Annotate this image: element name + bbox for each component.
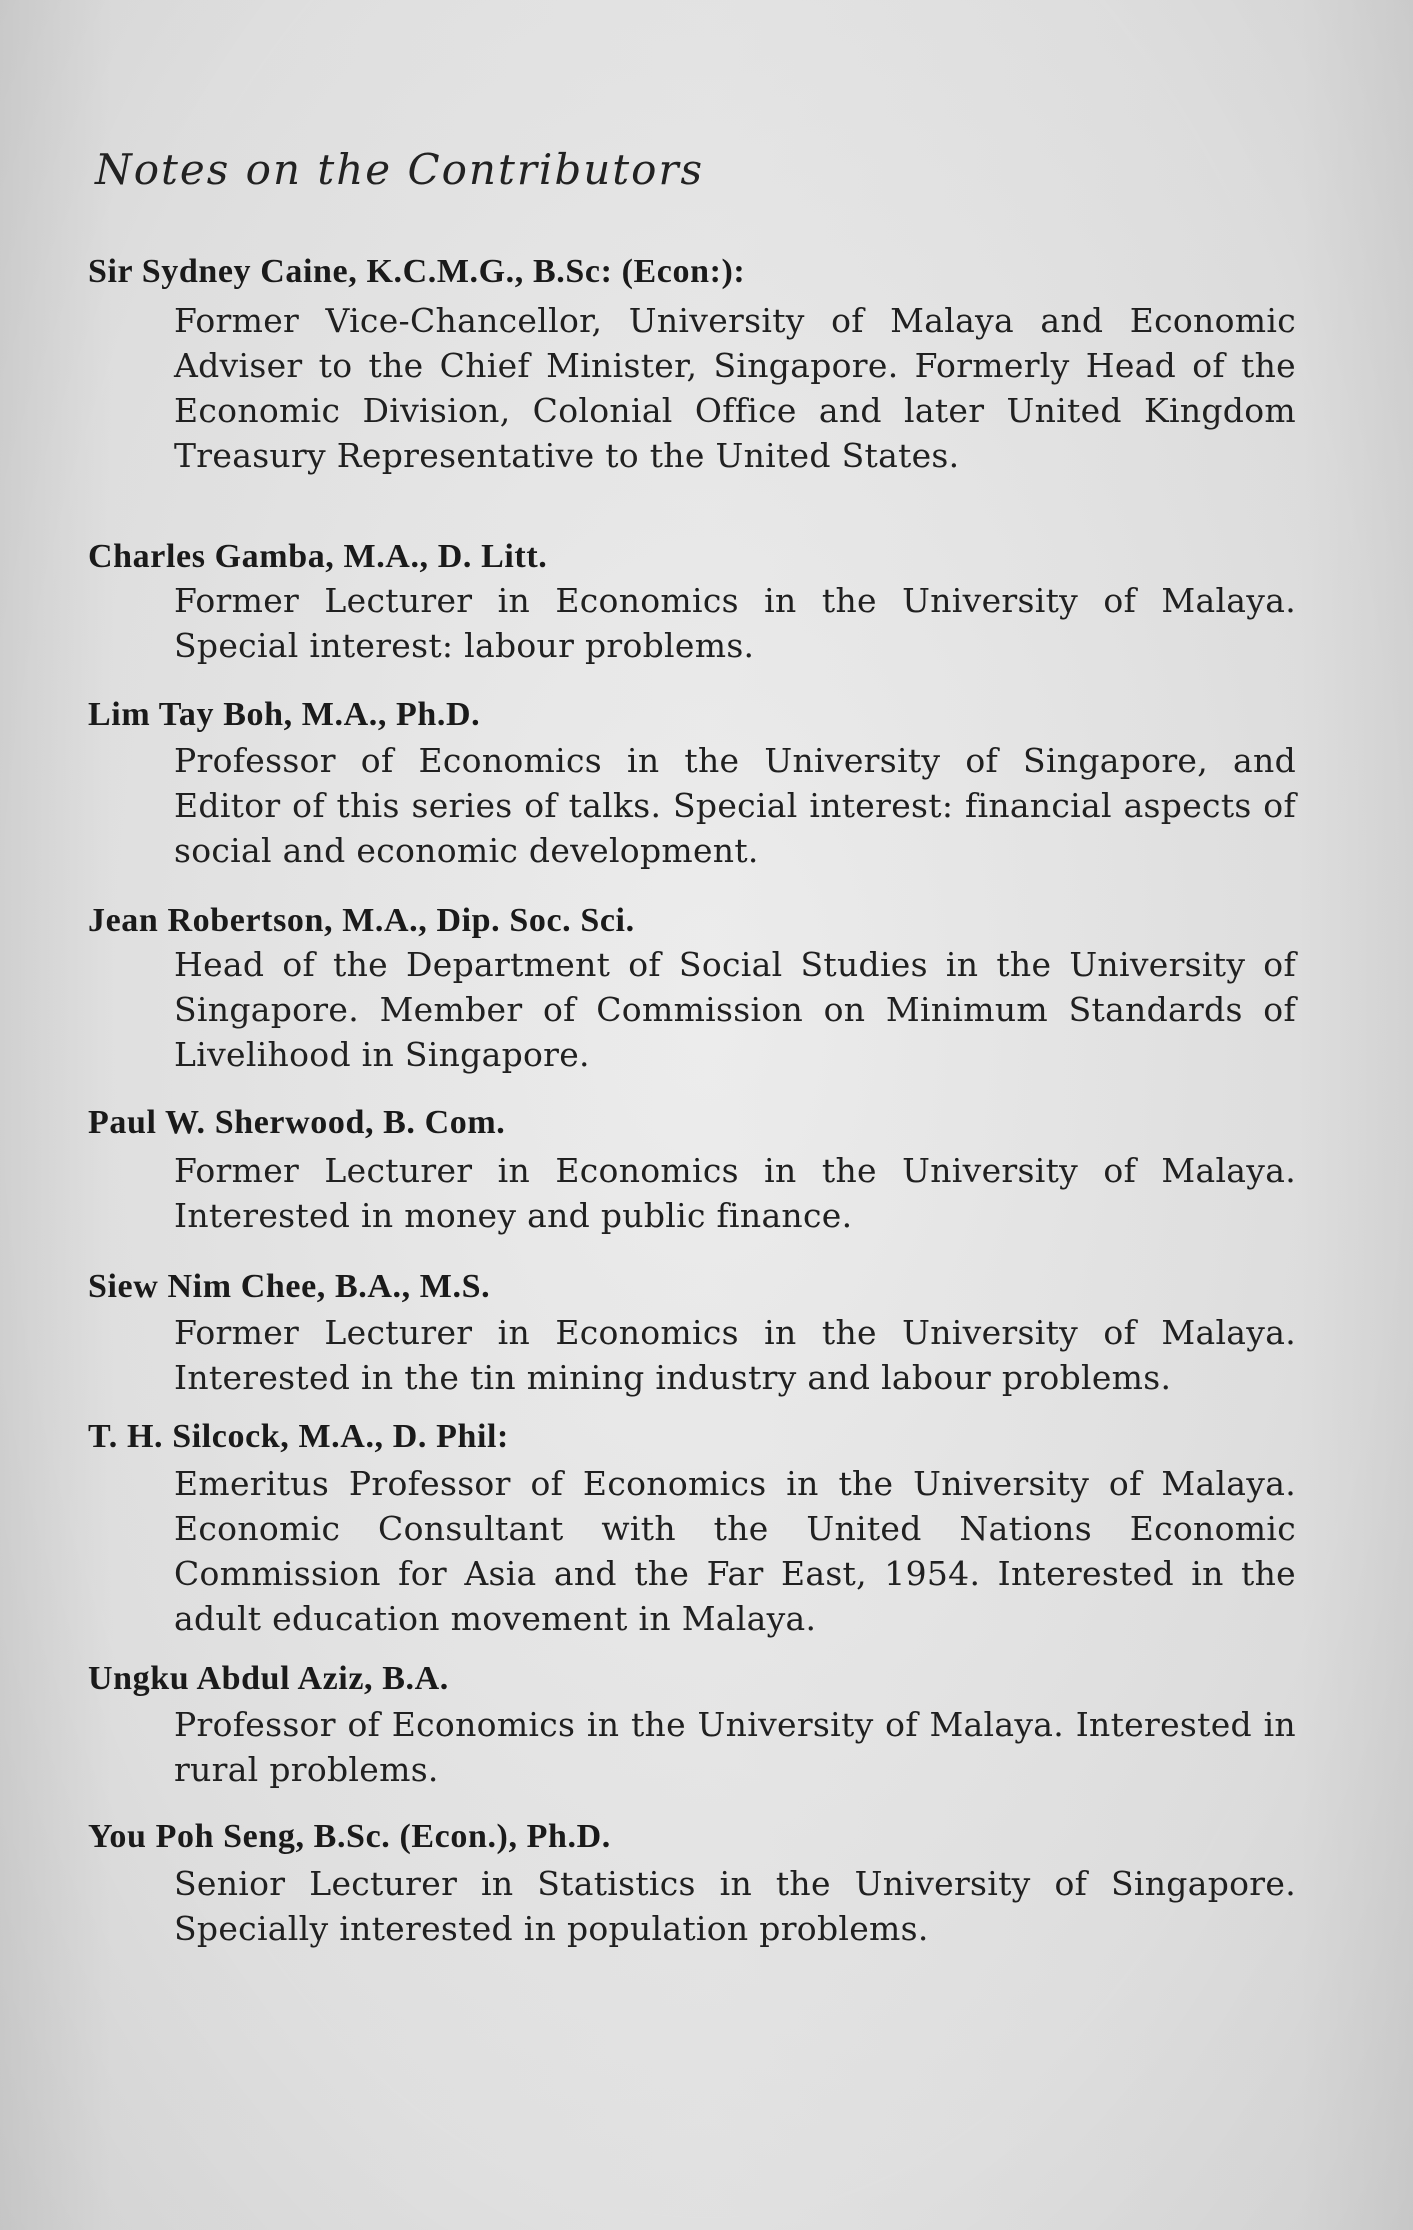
contributor-name: Jean Robertson, M.A., Dip. Soc. Sci. <box>88 902 635 939</box>
contributor-bio: Head of the Department of Social Studies in the University of Singapore. Member of Commission on Minimum Standards of Livelihood in Singapore. <box>174 945 1296 1074</box>
contributor-bio: Former Lecturer in Economics in the University of Malaya. Interested in the tin mining industry and labour problems. <box>174 1313 1296 1397</box>
contributor-name: Siew Nim Chee, B.A., M.S. <box>88 1268 491 1305</box>
contributor-bio: Senior Lecturer in Statistics in the University of Singapore. Specially interested in population problems. <box>174 1864 1296 1948</box>
contributor-name: Paul W. Sherwood, B. Com. <box>88 1104 506 1141</box>
contributor-bio: Professor of Economics in the University of Malaya. Interested in rural problems. <box>174 1705 1296 1789</box>
contributor-name: Lim Tay Boh, M.A., Ph.D. <box>88 696 481 733</box>
contributor-name: Sir Sydney Caine, K.C.M.G., B.Sc: (Econ:): <box>88 253 746 290</box>
contributor-bio: Former Lecturer in Economics in the University of Malaya. Interested in money and public finance. <box>174 1151 1296 1235</box>
contributor-bio: Former Vice-Chancellor, University of Malaya and Economic Adviser to the Chief Minister, Singapore. Formerly Head of the Economic Division, Colonial Office and later United Kingdom Treasury Representative to the United States. <box>174 301 1296 475</box>
contributor-name: You Poh Seng, B.Sc. (Econ.), Ph.D. <box>88 1818 611 1855</box>
contributor-name: Ungku Abdul Aziz, B.A. <box>88 1660 449 1697</box>
page-title: Notes on the Contributors <box>95 145 705 194</box>
contributor-bio: Emeritus Professor of Economics in the University of Malaya. Economic Consultant with the United Nations Economic Commission for Asia and the Far East, 1954. Interested in the adult education movement in Malaya. <box>174 1464 1296 1638</box>
contributor-name: Charles Gamba, M.A., D. Litt. <box>88 538 548 575</box>
contributor-name: T. H. Silcock, M.A., D. Phil: <box>88 1418 509 1455</box>
contributor-bio: Former Lecturer in Economics in the University of Malaya. Special interest: labour problems. <box>174 581 1296 665</box>
contributor-bio: Professor of Economics in the University of Singapore, and Editor of this series of talks. Special interest: financial aspects of social and economic development. <box>174 741 1296 870</box>
